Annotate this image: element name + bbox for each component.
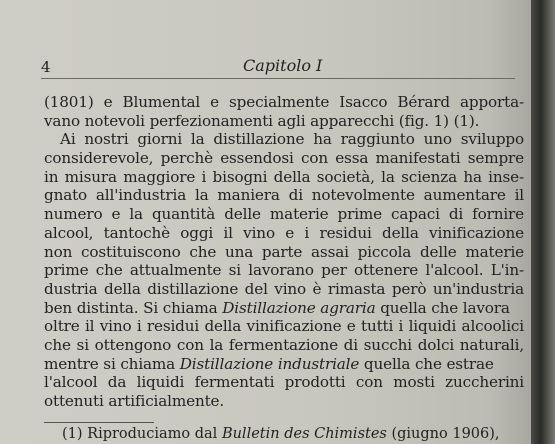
- text-segment: quella che lavora: [375, 298, 510, 317]
- text-line: considerevole, perchè essendosi con essa manifestati sempre: [44, 149, 524, 168]
- text-line: l'alcool da liquidi fermentati prodotti con mosti zuccherini: [44, 373, 524, 392]
- text-line: oltre il vino i residui della vinificazione e tutti i liquidi alcoolici: [44, 317, 524, 336]
- text-segment: quella che estrae: [359, 354, 494, 373]
- footnote: [62, 426, 532, 442]
- italic-term: Distillazione agraria: [222, 298, 376, 317]
- text-line: vano notevoli perfezionamenti agli apparecchi (fig. 1) (1).: [44, 111, 480, 130]
- italic-term: Distillazione industriale: [179, 354, 360, 373]
- text-segment: mentre si chiama: [44, 354, 180, 373]
- chapter-title: Capitolo I: [243, 56, 323, 75]
- text-line: che si ottengono con la fermentazione di succhi dolci naturali,: [44, 335, 524, 354]
- text-line: non costituiscono che una parte assai piccola delle materie: [44, 242, 524, 261]
- book-spine-shadow: [531, 0, 555, 444]
- footnote-prefix: (1) Riproduciamo dal: [62, 426, 222, 442]
- text-line: Ai nostri giorni la distillazione ha raggiunto uno sviluppo: [60, 130, 524, 149]
- page-number: 4: [41, 58, 51, 76]
- text-line: ottenuti artificialmente.: [44, 392, 225, 410]
- footnote-source: Bulletin des Chimistes: [221, 426, 387, 442]
- text-line: in misura maggiore i bisogni della società, la scienza ha inse-: [44, 167, 524, 186]
- text-segment: ben distinta. Si chiama: [44, 298, 223, 317]
- text-line: (1801) e Blumental e specialmente Isacco Bérard apporta-: [44, 93, 524, 111]
- text-line: prime che attualmente si lavorano per ottenere l'alcool. L'in-: [44, 261, 524, 280]
- text-line: [44, 299, 524, 318]
- footnote-rule: [44, 422, 154, 423]
- body-text: [44, 93, 524, 411]
- footnote-suffix: (giugno 1906),: [386, 426, 500, 442]
- text-line: dustria della distillazione del vino è rimasta però un'industria: [44, 279, 524, 298]
- text-line: alcool, tantochè oggi il vino e i residui della vinificazione: [44, 223, 524, 242]
- text-line: [44, 355, 524, 374]
- page-header: [0, 52, 531, 80]
- text-line: gnato all'industria la maniera di notevolmente aumentare il: [44, 186, 524, 205]
- header-rule: [41, 78, 515, 79]
- text-line: numero e la quantità delle materie prime capaci di fornire: [44, 205, 524, 224]
